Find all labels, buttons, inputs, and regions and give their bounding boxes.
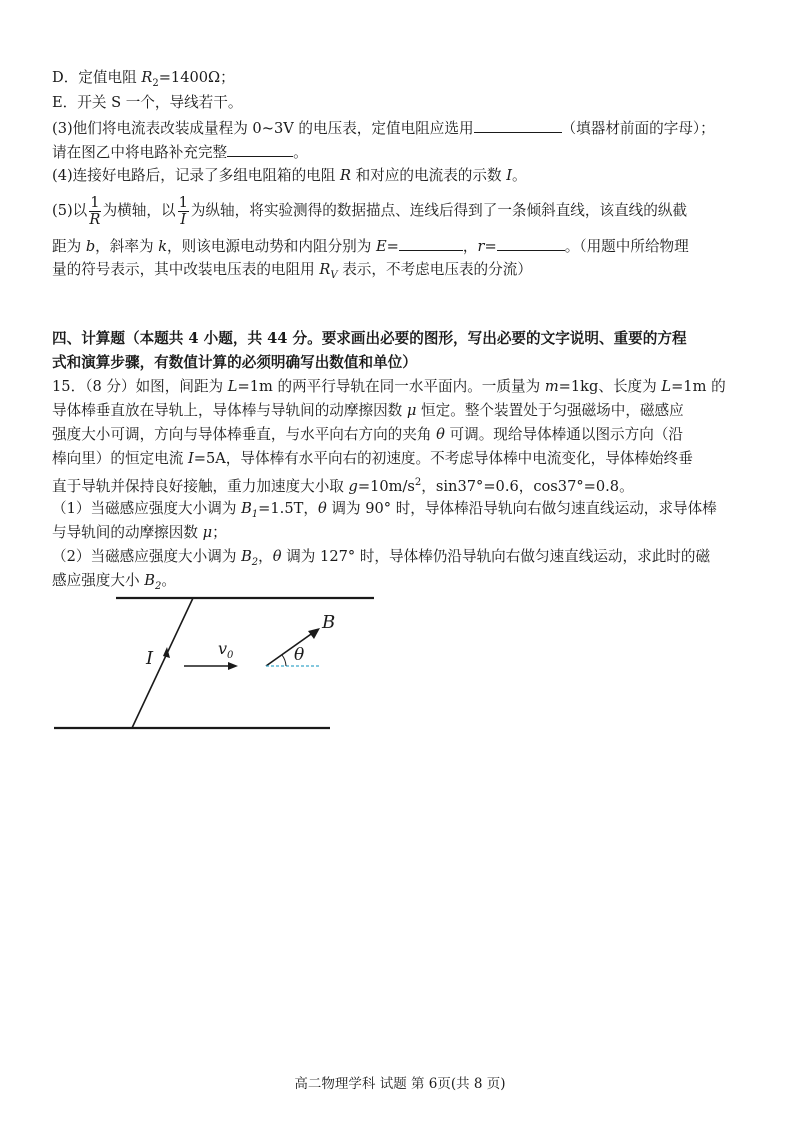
q15-line2: 导体棒垂直放在导轨上，导体棒与导轨间的动摩擦因数 μ 恒定。整个装置处于匀强磁场中，磁感应 — [52, 402, 684, 419]
fraction-1-over-R: $\frac{1}{R}$ — [89, 193, 101, 228]
q5-line3: 量的符号表示，其中改装电压表的电阻用 $R_V$ 表示，不考虑电压表的分流） — [52, 261, 532, 281]
conductor-rod — [132, 598, 193, 728]
b-arrowhead-icon — [308, 628, 320, 639]
label-B: B — [322, 612, 336, 633]
q15-line1: 15．（8 分）如图，间距为 L=1m 的两平行导轨在同一水平面内。一质量为 m=1kg、长度为 L=1m 的 — [52, 378, 726, 395]
fraction-1-over-I: $\frac{1}{I}$ — [178, 193, 188, 228]
q15-part1-line2: 与导轨间的动摩擦因数 μ； — [52, 524, 227, 541]
q5-answer-blank-r — [497, 236, 565, 251]
q15-line3: 强度大小可调，方向与导体棒垂直，与水平向右方向的夹角 θ 可调。现给导体棒通以图示方向（沿 — [52, 426, 684, 443]
q3-answer-blank-2 — [227, 142, 293, 157]
option-e: E．开关 S 一个，导线若干。 — [52, 94, 243, 111]
angle-arc — [282, 655, 286, 666]
rails-diagram — [50, 590, 380, 736]
magnetic-field-vector — [266, 632, 314, 666]
q3-line2: 请在图乙中将电路补充完整 。 — [52, 144, 308, 161]
page-footer: 高二物理学科 试题 第 6页(共 8 页) — [294, 1076, 506, 1092]
section-4-heading-line1: 四、计算题（本题共 4 小题，共 44 分。要求画出必要的图形，写出必要的文字说明、重要的方程 — [52, 330, 687, 347]
q15-line4: 棒向里）的恒定电流 I=5A，导体棒有水平向右的初速度。不考虑导体棒中电流变化，导体棒始终垂 — [52, 450, 693, 467]
q5-line2: 距为 b，斜率为 k，则该电源电动势和内阻分别为 E= ，r= 。（用题中所给物理 — [52, 238, 689, 255]
q4-line: (4)连接好电路后，记录了多组电阻箱的电阻 R 和对应的电流表的示数 I。 — [52, 167, 527, 184]
q15-part1-line1: （1）当磁感应强度大小调为 $B_1=1.5T$，θ 调为 90° 时，导体棒沿导轨向右做匀速直线运动，求导体棒 — [52, 500, 717, 520]
q5-answer-blank-e — [399, 236, 463, 251]
label-current-I: I — [146, 648, 154, 669]
q15-line5: 直于导轨并保持良好接触，重力加速度大小取 $g=10m/s^2$，sin37°=0.6，cos37°=0.8。 — [52, 477, 634, 495]
label-v0: $v_0$ — [218, 639, 234, 661]
q3-answer-blank-1 — [474, 118, 562, 133]
q15-part2-line2: 感应强度大小 $B_2$。 — [52, 572, 176, 592]
section-4-heading-line2: 式和演算步骤，有数值计算的必须明确写出数值和单位） — [52, 354, 417, 371]
label-theta: θ — [294, 645, 305, 665]
q5-line1: (5)以 $\frac{1}{R}$ 为横轴，以 $\frac{1}{I}$ 为纵轴，将实验测得的数据描点、连线后得到了一条倾斜直线，该直线的纵截 — [52, 193, 688, 228]
q15-part2-line1: （2）当磁感应强度大小调为 $B_2$，θ 调为 127° 时，导体棒仍沿导轨向右做匀速直线运动，求此时的磁 — [52, 548, 711, 568]
q3-line1: (3)他们将电流表改装成量程为 0~3V 的电压表，定值电阻应选用 （填器材前面的字母）； — [52, 120, 715, 137]
velocity-arrowhead-icon — [228, 662, 238, 670]
option-d: D．定值电阻 $R_2=1400\Omega$； — [52, 69, 235, 89]
